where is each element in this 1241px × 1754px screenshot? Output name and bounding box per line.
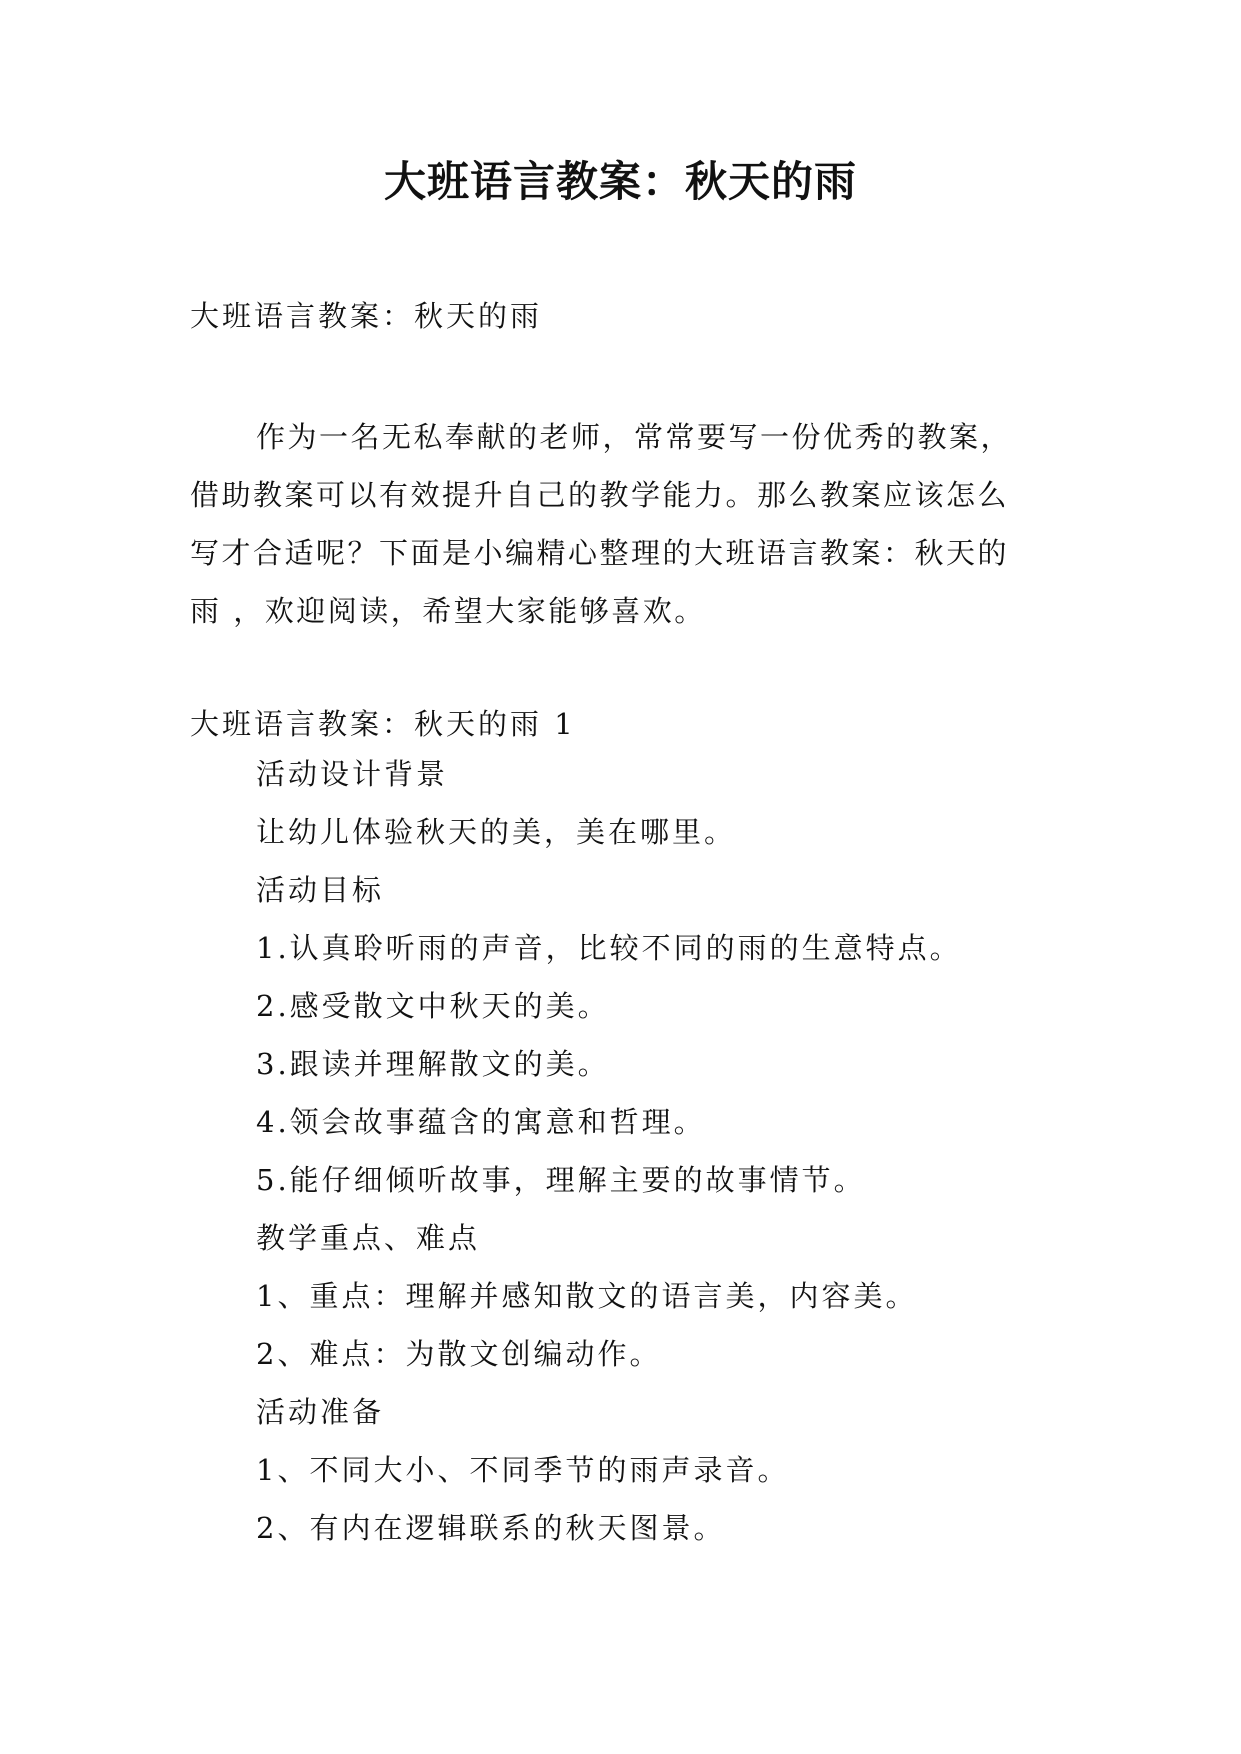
lesson-content-list bbox=[256, 754, 962, 1566]
key-point-item: 1、重点：理解并感知散文的语言美，内容美。 bbox=[256, 1279, 918, 1313]
goal-item: 3.跟读并理解散文的美。 bbox=[256, 1047, 610, 1081]
intro-paragraph bbox=[190, 408, 1070, 640]
document-title: 大班语言教案：秋天的雨 bbox=[383, 157, 857, 206]
intro-line: 借助教案可以有效提升自己的教学能力。那么教案应该怎么 bbox=[190, 478, 1010, 512]
subheading-activity-goals: 活动目标 bbox=[256, 873, 385, 907]
goal-item: 5.能仔细倾听故事，理解主要的故事情节。 bbox=[256, 1163, 866, 1197]
intro-line: 作为一名无私奉献的老师，常常要写一份优秀的教案， bbox=[256, 420, 1013, 454]
subheading-key-points: 教学重点、难点 bbox=[256, 1221, 481, 1255]
subheading-activity-background: 活动设计背景 bbox=[256, 757, 449, 791]
goal-item: 4.领会故事蕴含的寓意和哲理。 bbox=[256, 1105, 706, 1139]
intro-line: 雨 ，欢迎阅读，希望大家能够喜欢。 bbox=[190, 594, 706, 628]
section-heading: 大班语言教案：秋天的雨 1 bbox=[190, 707, 576, 741]
preparation-item: 2、有内在逻辑联系的秋天图景。 bbox=[256, 1511, 726, 1545]
document-subtitle: 大班语言教案：秋天的雨 bbox=[190, 299, 543, 333]
key-point-item: 2、难点：为散文创编动作。 bbox=[256, 1337, 662, 1371]
subheading-activity-preparation: 活动准备 bbox=[256, 1395, 385, 1429]
goal-item: 2.感受散文中秋天的美。 bbox=[256, 989, 610, 1023]
preparation-item: 1、不同大小、不同季节的雨声录音。 bbox=[256, 1453, 790, 1487]
goal-item: 1.认真聆听雨的声音，比较不同的雨的生意特点。 bbox=[256, 931, 962, 965]
body-text-line: 让幼儿体验秋天的美，美在哪里。 bbox=[256, 815, 737, 849]
intro-line: 写才合适呢？下面是小编精心整理的大班语言教案：秋天的 bbox=[190, 536, 1010, 570]
